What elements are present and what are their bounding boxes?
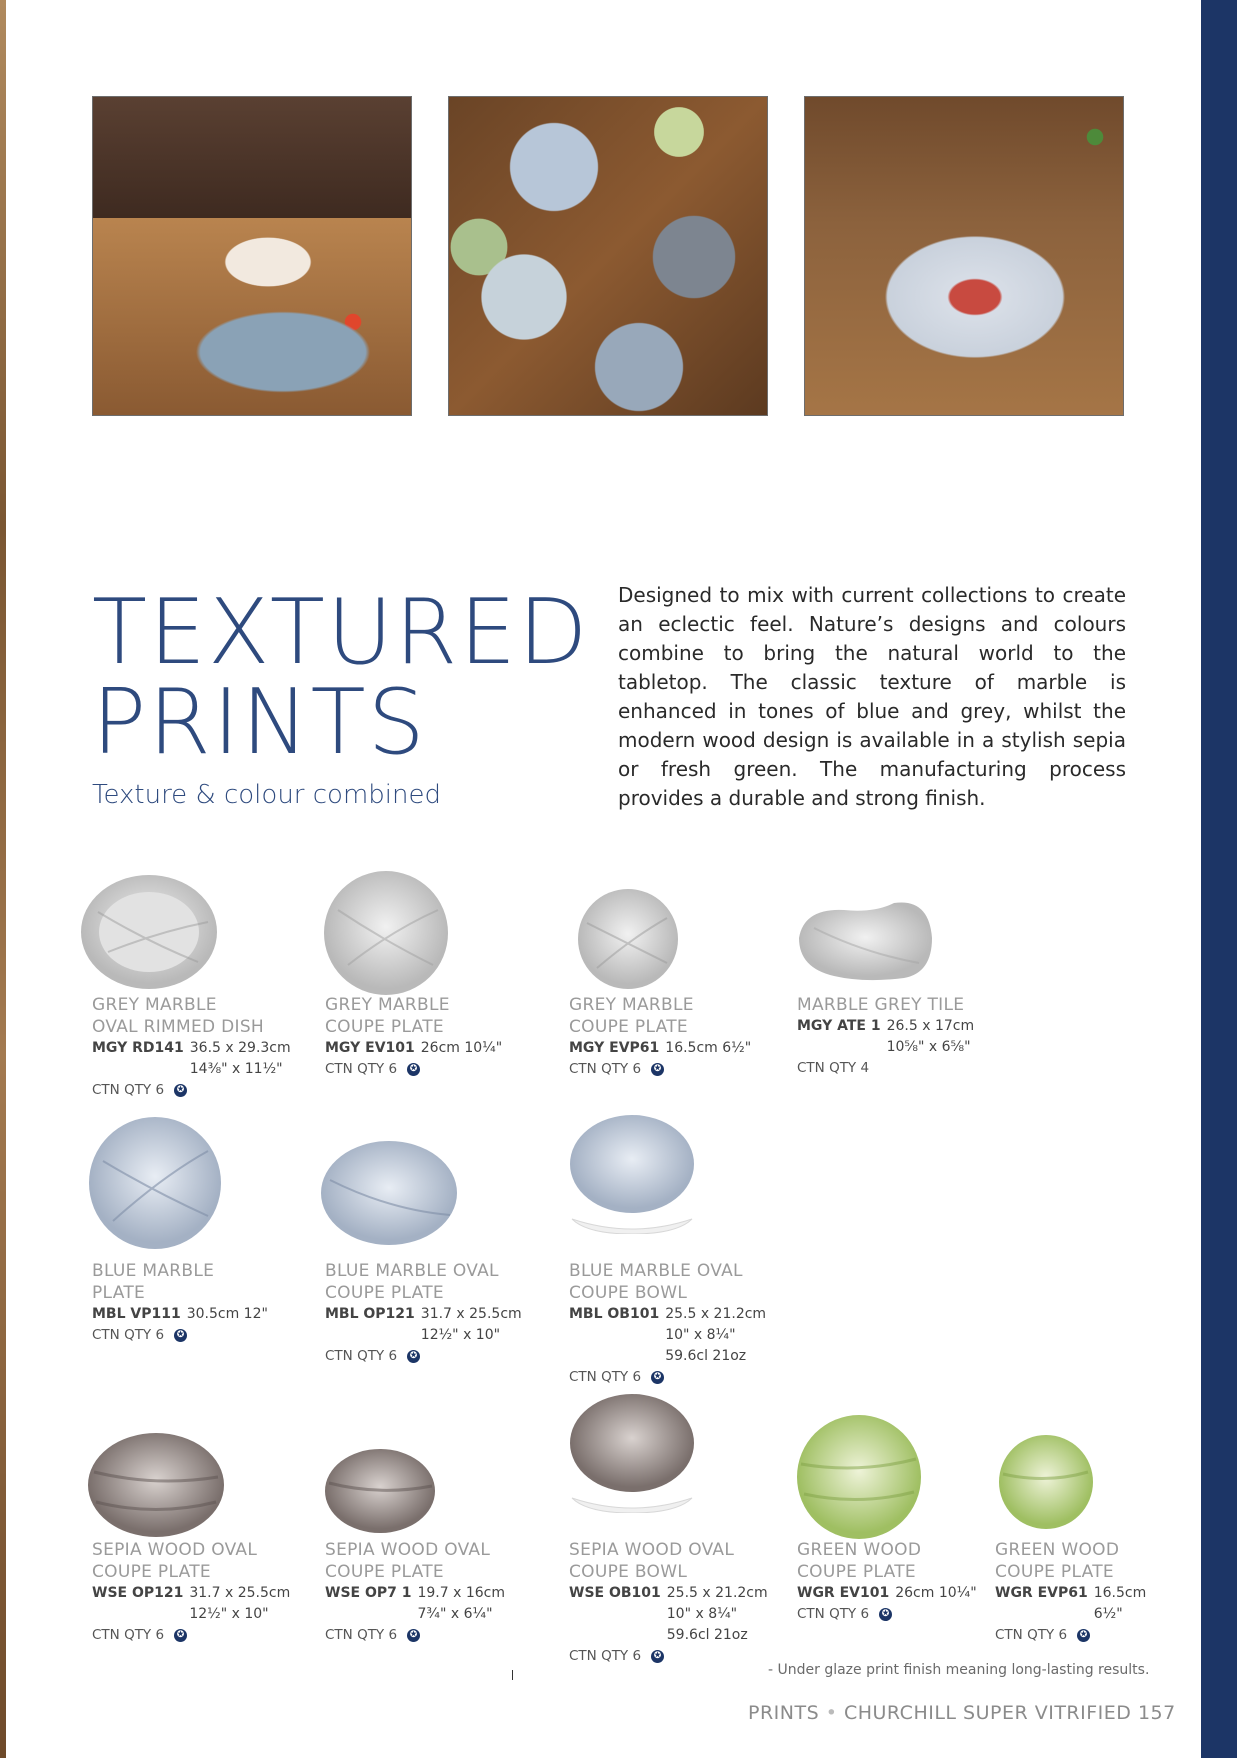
product-name: GREEN WOOD COUPE PLATE [995,1540,1120,1582]
footnote: - Under glaze print finish meaning long-lasting results. [768,1662,1150,1678]
product-code: MBL VP111 [92,1306,181,1322]
carton-qty: CTN QTY 6 [325,1348,398,1364]
product-code: MBL OP121 [325,1306,415,1322]
star-icon: ✪ [174,1084,187,1097]
product-code: WGR EV101 [797,1585,890,1601]
product-mgy-ate1 [797,994,997,1079]
page-title-line-2: PRINTS [92,670,427,775]
product-mgy-ev101 [325,994,525,1080]
carton-qty: CTN QTY 6 [325,1061,398,1077]
product-name: MARBLE GREY TILE [797,995,965,1015]
product-image-grey-marble-coupe-plate-16 [577,888,679,990]
folio-section: PRINTS [748,1702,820,1724]
star-icon: ✪ [407,1350,420,1363]
product-name: SEPIA WOOD OVAL COUPE PLATE [92,1540,258,1582]
navy-side-bar [1201,0,1237,1758]
product-dimensions: 26cm 10¼" [895,1585,977,1601]
carton-qty: CTN QTY 6 [569,1648,642,1664]
intro-paragraph: Designed to mix with current collections to create an eclectic feel. Nature’s designs and colours combine to bring the natural world to the tabletop. The classic texture of marble is enhanced in tones of blue and grey, whilst the modern wood design is available in a stylish sepia or fresh green. The manufacturing process provides a durable and strong finish. [618,583,1126,810]
product-image-blue-marble-plate [88,1116,222,1250]
product-name: BLUE MARBLE OVAL COUPE BOWL [569,1261,743,1303]
product-code: MGY EV101 [325,1040,415,1056]
product-code: WSE OP7 1 [325,1585,412,1601]
page-subtitle: Texture & colour combined [92,780,441,810]
product-code: WSE OB101 [569,1585,661,1601]
product-image-grey-marble-oval-rimmed-dish [78,872,220,992]
product-mgy-evp61 [569,994,769,1080]
product-image-blue-marble-oval-coupe-plate [320,1140,458,1246]
photo-stacked-marble-plates [448,96,768,416]
product-dimensions: 25.5 x 21.2cm 10" x 8¼" 59.6cl 21oz [666,1585,768,1643]
product-wgr-evp61 [995,1539,1165,1646]
carton-qty: CTN QTY 6 [797,1606,870,1622]
product-wse-op71 [325,1539,525,1646]
product-code: WSE OP121 [92,1585,184,1601]
product-code: MGY RD141 [92,1040,184,1056]
carton-qty: CTN QTY 4 [797,1060,870,1076]
star-icon: ✪ [651,1650,664,1663]
product-dimensions: 16.5cm 6½" [1093,1585,1147,1622]
product-name: GREY MARBLE COUPE PLATE [325,995,450,1037]
product-name: GREEN WOOD COUPE PLATE [797,1540,922,1582]
product-dimensions: 25.5 x 21.2cm 10" x 8¼" 59.6cl 21oz [665,1306,767,1364]
product-mgy-rd141 [92,994,292,1101]
product-code: WGR EVP61 [995,1585,1088,1601]
print-mark [512,1670,513,1680]
star-icon: ✪ [174,1329,187,1342]
product-image-green-wood-coupe-plate-16 [998,1434,1094,1530]
product-code: MGY ATE 1 [797,1018,881,1034]
product-image-blue-marble-oval-coupe-bowl [567,1114,697,1234]
star-icon: ✪ [651,1371,664,1384]
product-mbl-op121 [325,1260,525,1367]
product-wgr-ev101 [797,1539,997,1625]
product-wse-op121 [92,1539,292,1646]
product-dimensions: 30.5cm 12" [186,1306,268,1322]
star-icon: ✪ [879,1608,892,1621]
product-name: SEPIA WOOD OVAL COUPE BOWL [569,1540,735,1582]
page-folio [748,1702,1176,1724]
photo-oval-dish-with-food [92,96,412,416]
product-wse-ob101 [569,1539,769,1667]
carton-qty: CTN QTY 6 [92,1082,165,1098]
product-name: GREY MARBLE OVAL RIMMED DISH [92,995,265,1037]
product-dimensions: 26cm 10¼" [420,1040,503,1056]
product-name: SEPIA WOOD OVAL COUPE PLATE [325,1540,491,1582]
photo-marble-platter-with-tapas [804,96,1124,416]
folio-separator: • [825,1702,838,1724]
folio-range: CHURCHILL SUPER VITRIFIED [843,1702,1132,1724]
star-icon: ✪ [1077,1629,1090,1642]
product-dimensions: 16.5cm 6½" [665,1040,752,1056]
product-image-sepia-wood-oval-coupe-bowl [567,1393,697,1513]
product-dimensions: 19.7 x 16cm 7¾" x 6¼" [417,1585,505,1622]
page-title-line-1: TEXTURED [92,580,590,685]
carton-qty: CTN QTY 6 [325,1627,398,1643]
carton-qty: CTN QTY 6 [569,1061,642,1077]
product-dimensions: 26.5 x 17cm 10⅝" x 6⅝" [886,1018,975,1055]
product-name: BLUE MARBLE PLATE [92,1261,215,1303]
carton-qty: CTN QTY 6 [92,1327,165,1343]
product-dimensions: 36.5 x 29.3cm 14⅜" x 11½" [189,1040,291,1077]
product-name: BLUE MARBLE OVAL COUPE PLATE [325,1261,499,1303]
product-code: MGY EVP61 [569,1040,660,1056]
carton-qty: CTN QTY 6 [569,1369,642,1385]
carton-qty: CTN QTY 6 [92,1627,165,1643]
product-image-marble-grey-tile [794,898,934,984]
product-name: GREY MARBLE COUPE PLATE [569,995,694,1037]
product-image-green-wood-coupe-plate-26 [796,1414,922,1540]
star-icon: ✪ [407,1063,420,1076]
star-icon: ✪ [407,1629,420,1642]
product-code: MBL OB101 [569,1306,660,1322]
product-image-sepia-wood-oval-coupe-plate-31 [86,1432,226,1538]
product-dimensions: 31.7 x 25.5cm 12½" x 10" [420,1306,522,1343]
star-icon: ✪ [651,1063,664,1076]
page-edge-texture [0,0,6,1758]
product-image-sepia-wood-oval-coupe-plate-19 [324,1448,436,1534]
page-number: 157 [1137,1702,1176,1724]
product-mbl-vp111 [92,1260,292,1346]
product-mbl-ob101 [569,1260,769,1388]
product-image-grey-marble-coupe-plate-26 [323,870,449,996]
product-dimensions: 31.7 x 25.5cm 12½" x 10" [189,1585,291,1622]
star-icon: ✪ [174,1629,187,1642]
carton-qty: CTN QTY 6 [995,1627,1068,1643]
